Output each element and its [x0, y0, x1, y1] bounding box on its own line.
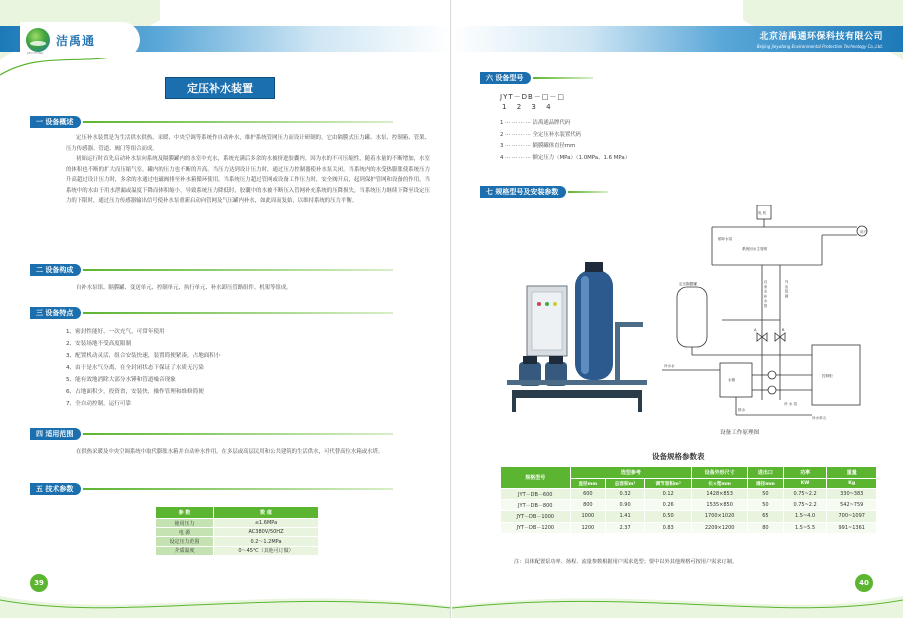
section-scope-head [30, 428, 393, 440]
diagram-label: B [782, 328, 785, 332]
page-title: 定压补水装置 [165, 77, 275, 99]
table-subheader: 通径mm [748, 479, 784, 489]
param-name: 电 源 [156, 528, 214, 537]
section-title: 六 设备型号 [480, 72, 531, 84]
table-cell: 0.75~2.2 [783, 489, 827, 500]
param-name: 使用压力 [156, 519, 214, 528]
table-cell: 65 [748, 511, 784, 522]
diagram-label: 电 机 [758, 211, 767, 215]
list-item: 4 ··· ··· ··· ··· 额定压力（MPa）（1.0MPa、1.6 MPa） [500, 154, 631, 161]
table-cell: 50 [748, 489, 784, 500]
diagram-label: 补 水 泵 [784, 402, 798, 406]
table-header: 设备外形尺寸 [692, 467, 748, 479]
param-value: 0.2～1.2MPa [213, 537, 318, 546]
section-title: 一 设备概述 [30, 116, 81, 128]
overview-paragraph-2: 初始运行时首先启动补水泵向系统及隔膜罐内的水室中充水，系统充满后多余的水被挤进胶囊内。因为水的不可压缩性，随着水量的不断增加，水室的体积也不断的扩大而压缩气室，罐内的压力也不断的升高。当压力达到设计压力时，通过压力控制器使补水泵关闭。当系统内的水受热膨胀使系统压力升高超过设计压力时，多余的水通过电磁阀排至补水箱循环使用，当系统压力超过管网或设备工作压力时，安全阀开启，起到保护管网和设备的作用。当系统中的水由于用水泄漏或温度下降而体积缩小，导致系统压力降低时，胶囊中的水被不断压入管网补充系统的压降损失，当系统压力继续下降至设定压力的下限时，通过压力传感器输出信号使补水泵重新启动向管网及气压罐内补水，如此周而复始，以维持系统的压力平衡。 [66, 156, 430, 204]
table-cell: 50 [748, 500, 784, 511]
overview-text [66, 133, 430, 207]
table-cell: 1.5~4.0 [783, 511, 827, 522]
table-cell: 2.37 [606, 522, 645, 533]
diagram-label: 用户 [860, 230, 868, 234]
diagram-label: 自 来 水 补 水 管 [764, 280, 768, 308]
diagram-label: A [754, 328, 757, 332]
table-cell: 80 [748, 522, 784, 533]
list-item: 2、安装场地不受高度限制 [66, 341, 132, 347]
table-cell: 0.12 [645, 489, 692, 500]
table-header: 功率 [783, 467, 827, 479]
table-cell: 1700×1020 [692, 511, 748, 522]
brand-name: 洁禹通 [56, 33, 96, 48]
diagram-label: 补水单元 [812, 416, 827, 420]
list-item: 1、密封性能好、一次充气，可常年使用 [66, 329, 165, 335]
list-item: 1 ··· ··· ··· ··· 洁禹通品牌代码 [500, 120, 571, 126]
left-page [0, 0, 451, 618]
list-item: 2 ··· ··· ··· ··· 全定压补水装置代码 [500, 131, 582, 138]
product-illustration [507, 262, 647, 422]
table-subheader: 长×宽mm [692, 479, 748, 489]
table-header: 重量 [827, 467, 877, 479]
company-name-en: Beijing Jieyutong Environmental Protection Technology Co.,Ltd. [756, 44, 883, 49]
table-cell: 800 [570, 500, 606, 511]
table-cell: 1.5~5.5 [783, 522, 827, 533]
overview-paragraph-1: 定压补水装置是为生活供水供热、采暖、中央空调等系统作自动补水，维护系统管网压力而设计研制的。它由隔膜式压力罐、水泵、控制箱、管架、压力传感器、管道、阀门等组合而成。 [66, 135, 430, 152]
section-overview-head [30, 116, 393, 128]
table-cell: JYT－DB－1000 [501, 511, 571, 522]
table-cell: 0.83 [645, 522, 692, 533]
scope-text [66, 447, 430, 458]
spec-params-table [500, 466, 877, 534]
diagram-control-cabinet [812, 345, 860, 405]
table-cell: 330~383 [827, 489, 877, 500]
diagram-label: 排水 [738, 408, 746, 412]
table-row [501, 489, 877, 500]
section-rule [533, 77, 593, 79]
table-cell: 1428×853 [692, 489, 748, 500]
tank-body [575, 270, 613, 380]
section-tech-head [30, 483, 393, 495]
table-row [156, 546, 319, 555]
section-rule [83, 269, 393, 271]
table-subheader: KW [783, 479, 827, 489]
list-item: 3 ··· ··· ··· ··· 隔膜罐体直径mm [500, 143, 576, 149]
section-title: 二 设备构成 [30, 264, 81, 276]
param-name: 介质温度 [156, 546, 214, 555]
composition-text [66, 283, 430, 294]
section-rule [83, 488, 393, 490]
list-item: 6、占地面积少，投资省，安装快，操作管理和维修简便 [66, 389, 204, 395]
diagram-label: 水箱 [728, 378, 736, 382]
section-model-head [480, 72, 593, 84]
table-cell: 991~1361 [827, 522, 877, 533]
table-note: 注：具体配置泵功率、扬程、流量参数根据用户需求选型；要中以外其他规格可按用户需求订制。 [514, 559, 738, 565]
composition-paragraph: 自补水泵组、隔膜罐、变送单元、控制单元、执行单元、补水卸压管路组件、机架等组成。 [76, 285, 292, 291]
diagram-label: 循环水泵 [718, 237, 733, 241]
right-page [452, 0, 903, 618]
diagram-label: 定压隔膜罐 [679, 282, 697, 286]
table-subheader: Kg [827, 479, 877, 489]
table-row [156, 528, 319, 537]
section-rule [83, 312, 393, 314]
model-definitions [500, 118, 630, 164]
list-item: 3、配置机动灵活，组合安装快速，装置简便紧凑，占地面积小 [66, 353, 221, 359]
diagram-pump [768, 386, 776, 394]
features-list [66, 326, 221, 410]
diagram-water-tank [720, 363, 752, 397]
param-value: AC380V/50HZ [213, 528, 318, 537]
model-code: JYT－DB－□－□ [500, 93, 566, 101]
table-row [156, 519, 319, 528]
index-label: 2 [516, 103, 522, 111]
list-item: 4、由于是水气分离，在全封闭状态下保证了水质无污染 [66, 365, 204, 371]
table-cell: 542~759 [827, 500, 877, 511]
table-header: 数 值 [213, 507, 318, 519]
table-header: 进出口 [748, 467, 784, 479]
table-subheader: 总容积m³ [606, 479, 645, 489]
table-cell: JYT－DB－800 [501, 500, 571, 511]
table-cell: 0.75~2.2 [783, 500, 827, 511]
diagram-tank [677, 287, 707, 347]
section-title: 三 设备特点 [30, 307, 81, 319]
diagram-label: 补水水 [664, 364, 675, 368]
page-number: 40 [855, 574, 873, 592]
index-label: 1 [502, 103, 507, 111]
section-features-head [30, 307, 393, 319]
table-cell: 0.26 [645, 500, 692, 511]
footer-swoosh-decor [452, 578, 903, 618]
list-item: 5、能有效地消除大部分水锤和管道噪音现象 [66, 377, 176, 383]
tech-params-table [155, 506, 319, 556]
frame-base [512, 390, 642, 398]
list-item: 7、全自动控制，运行可靠 [66, 401, 132, 407]
diagram-label: 控制柜 [822, 374, 833, 378]
index-label: 4 [546, 103, 551, 111]
brand-sub: JIEYUTONG [27, 51, 44, 55]
spec-table-title: 设备规格参数表 [652, 452, 705, 461]
table-cell: 1535×850 [692, 500, 748, 511]
table-cell: 2209×1200 [692, 522, 748, 533]
param-name: 设定压力范围 [156, 537, 214, 546]
table-cell: 0.50 [645, 511, 692, 522]
section-title: 四 适用范围 [30, 428, 81, 440]
section-rule [83, 121, 393, 123]
param-value: ≤1.6MPa [213, 519, 318, 528]
table-header: 参 数 [156, 507, 214, 519]
section-title: 七 规格型号及安装参数 [480, 186, 566, 198]
table-row [501, 511, 877, 522]
diagram-label: 外 出 管 网 [785, 280, 789, 298]
table-row [501, 500, 877, 511]
header-right [452, 22, 903, 58]
header-left [0, 22, 451, 58]
logo-icon [26, 28, 50, 52]
table-cell: 1200 [570, 522, 606, 533]
table-subheader: 直径mm [570, 479, 606, 489]
model-code-indices [502, 103, 551, 111]
table-row [501, 522, 877, 533]
table-cell: 600 [570, 489, 606, 500]
table-cell: 1.41 [606, 511, 645, 522]
table-header: 规格型号 [501, 467, 571, 489]
table-cell: 1000 [570, 511, 606, 522]
table-row [156, 537, 319, 546]
scope-paragraph: 在供热采暖及中央空调系统中取代膨胀水箱并自动补水作用，在多层或高层民用和公共建筑的生活供水，可代替高位水箱或水塔。 [76, 449, 384, 455]
table-cell: 0.90 [606, 500, 645, 511]
company-name [757, 29, 883, 49]
section-rule [83, 433, 393, 435]
table-cell: JYT－DB－1200 [501, 522, 571, 533]
company-name-cn: 北京洁禹通环保科技有限公司 [759, 32, 883, 42]
table-subheader: 调节容积m³ [645, 479, 692, 489]
param-value: 0～45℃（其他可订做） [213, 546, 318, 555]
index-label: 3 [531, 103, 536, 111]
footer-swoosh-decor [0, 578, 451, 618]
diagram-pump [768, 371, 776, 379]
section-title: 五 技术参数 [30, 483, 81, 495]
diagram-caption: 设备工作原理图 [720, 430, 760, 436]
section-composition-head [30, 264, 393, 276]
section-spec-head [480, 186, 608, 198]
table-cell: 700~1097 [827, 511, 877, 522]
diagram-label: 系统回水主管网 [742, 247, 768, 251]
table-cell: 0.32 [606, 489, 645, 500]
table-cell: JYT－DB－600 [501, 489, 571, 500]
working-principle-diagram [662, 205, 877, 425]
table-header: 选型参考 [570, 467, 692, 479]
section-rule [568, 191, 608, 193]
page-number: 39 [30, 574, 48, 592]
